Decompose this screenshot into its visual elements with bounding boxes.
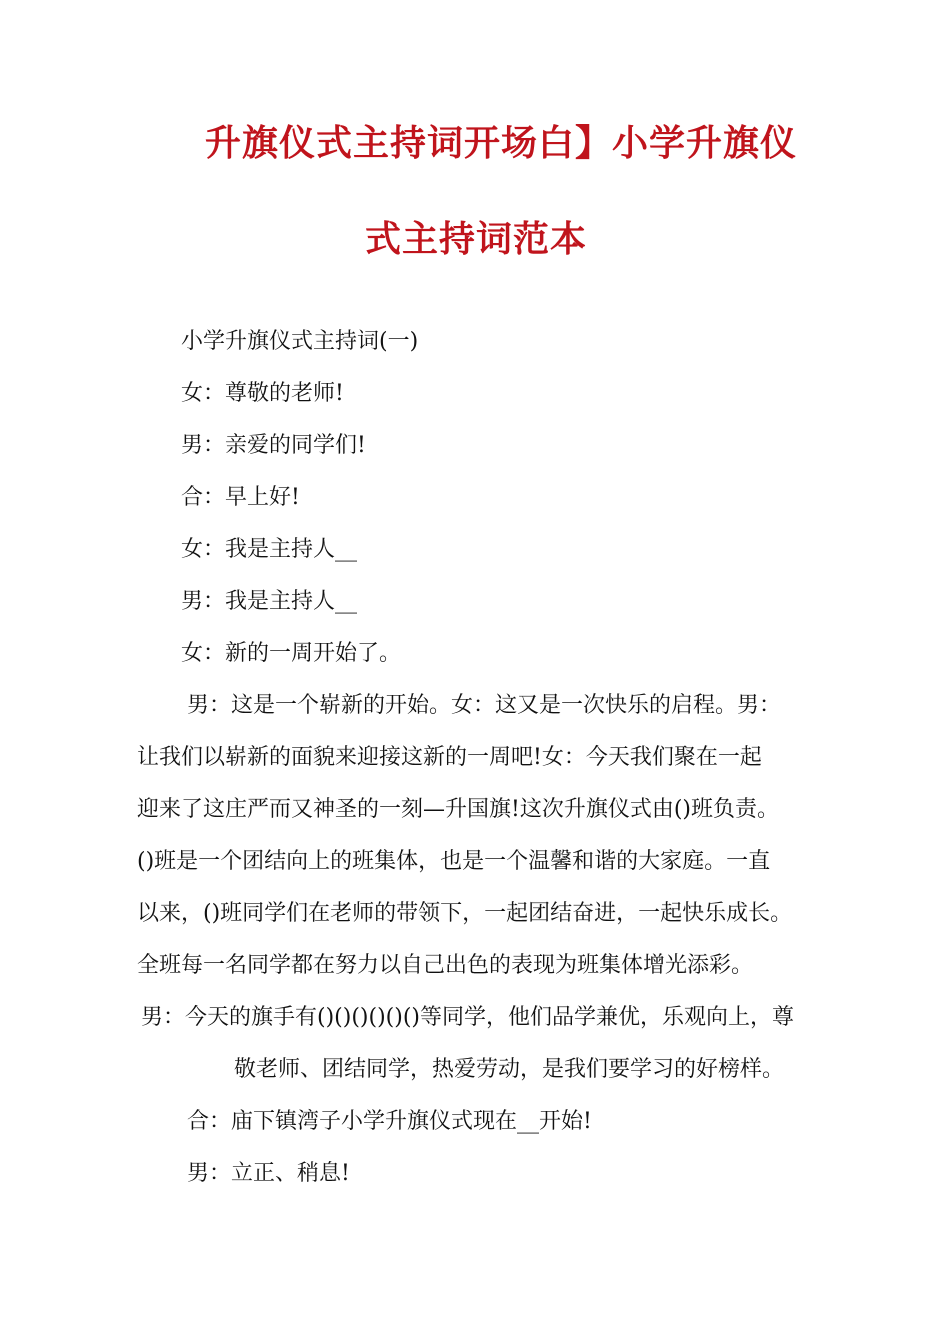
text-line: 全班每一名同学都在努力以自己出色的表现为班集体增光添彩。: [137, 953, 754, 978]
text-line: 男：这是一个崭新的开始。女：这又是一次快乐的启程。男：: [187, 693, 782, 718]
text-line: 合：早上好!: [181, 485, 300, 510]
text-line: 敬老师、团结同学，热爱劳动，是我们要学习的好榜样。: [234, 1057, 785, 1082]
text-line: 合：庙下镇湾子小学升旗仪式现在__开始!: [187, 1109, 592, 1134]
document-title-line-1: 升旗仪式主持词开场白】小学升旗仪: [205, 123, 798, 164]
text-line: ()班是一个团结向上的班集体，也是一个温馨和谐的大家庭。一直: [137, 849, 771, 874]
text-line: 男：今天的旗手有()()()()()()等同学，他们品学兼优，乐观向上，尊: [141, 1005, 794, 1030]
text-line: 男：立正、稍息!: [187, 1161, 350, 1186]
text-line: 男：我是主持人__: [181, 589, 358, 614]
text-line: 女：我是主持人__: [181, 537, 358, 562]
text-line: 女：尊敬的老师!: [181, 381, 344, 406]
text-line: 女：新的一周开始了。: [181, 641, 402, 666]
text-line: 让我们以崭新的面貌来迎接这新的一周吧!女：今天我们聚在一起: [137, 745, 762, 770]
document-title-line-2: 式主持词范本: [365, 219, 588, 260]
text-line: 迎来了这庄严而又神圣的一刻—升国旗!这次升旗仪式由()班负责。: [137, 797, 780, 822]
section-heading: 小学升旗仪式主持词(一): [181, 329, 419, 354]
text-line: 男：亲爱的同学们!: [181, 433, 366, 458]
text-line: 以来，()班同学们在老师的带领下，一起团结奋进，一起快乐成长。: [137, 901, 793, 926]
